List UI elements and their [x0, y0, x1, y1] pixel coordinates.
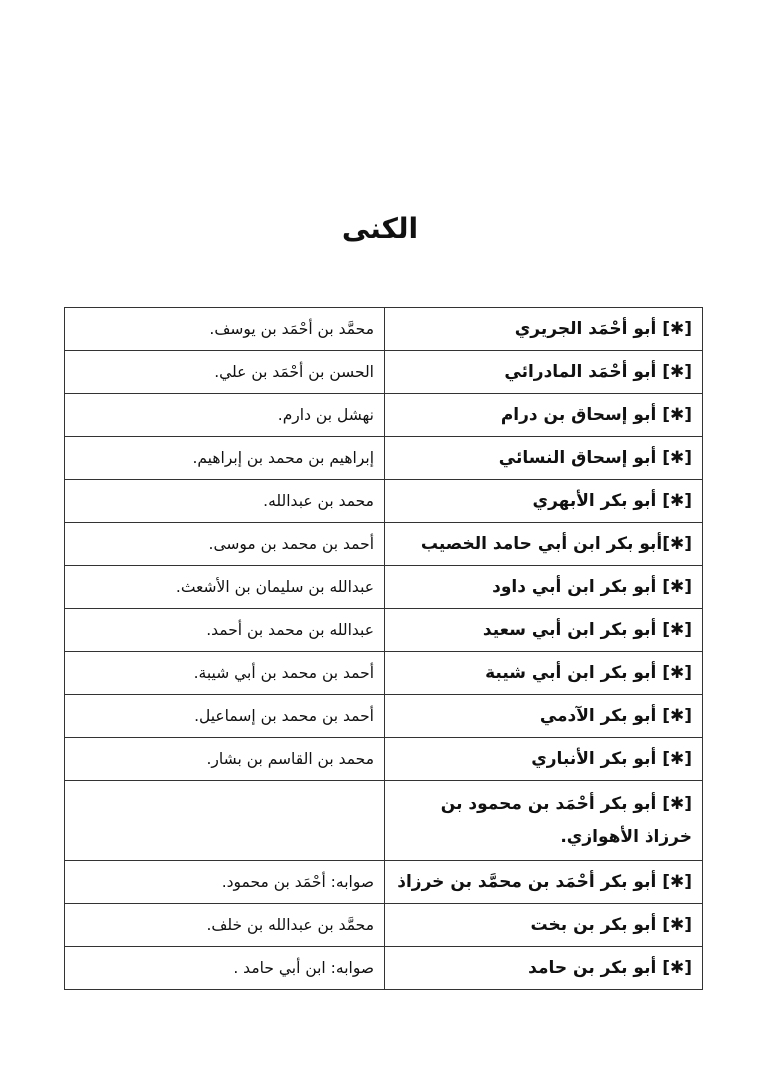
name-cell: [65, 781, 385, 861]
table-row: [65, 437, 703, 480]
table-row: [65, 904, 703, 947]
name-cell: نهشل بن دارم.: [65, 394, 385, 437]
table-row: [65, 566, 703, 609]
kunya-cell: [✱] أبو بكر أحْمَد بن محمود بن خرزاذ الأهوازي.: [385, 781, 703, 861]
name-cell: صوابه: ابن أبي حامد .: [65, 947, 385, 990]
kunya-cell: [✱] أبو بكر ابن أبي داود: [385, 566, 703, 609]
name-cell: محمَّد بن أحْمَد بن يوسف.: [65, 308, 385, 351]
kunya-cell: [✱] أبو بكر الأبهري: [385, 480, 703, 523]
table-row: [65, 609, 703, 652]
kunya-cell: [✱]أبو بكر ابن أبي حامد الخصيب: [385, 523, 703, 566]
name-cell: محمد بن القاسم بن بشار.: [65, 738, 385, 781]
table-row: [65, 394, 703, 437]
name-cell: عبدالله بن محمد بن أحمد.: [65, 609, 385, 652]
table-row: [65, 351, 703, 394]
table-row: [65, 947, 703, 990]
kunya-cell: [✱] أبو أحْمَد المادرائي: [385, 351, 703, 394]
kunya-cell: [✱] أبو بكر ابن أبي شيبة: [385, 652, 703, 695]
table-row: [65, 781, 703, 861]
table-row: [65, 523, 703, 566]
name-cell: صوابه: أحْمَد بن محمود.: [65, 861, 385, 904]
kunya-cell: [✱] أبو بكر بن حامد: [385, 947, 703, 990]
kunya-cell: [✱] أبو بكر الأنباري: [385, 738, 703, 781]
name-cell: أحمد بن محمد بن موسى.: [65, 523, 385, 566]
name-cell: محمد بن عبدالله.: [65, 480, 385, 523]
table-row: [65, 861, 703, 904]
kunya-cell: [✱] أبو إسحاق النسائي: [385, 437, 703, 480]
name-cell: إبراهيم بن محمد بن إبراهيم.: [65, 437, 385, 480]
name-cell: أحمد بن محمد بن إسماعيل.: [65, 695, 385, 738]
name-cell: محمَّد بن عبدالله بن خلف.: [65, 904, 385, 947]
table-row: [65, 695, 703, 738]
kunya-cell: [✱] أبو أحْمَد الجريري: [385, 308, 703, 351]
name-cell: عبدالله بن سليمان بن الأشعث.: [65, 566, 385, 609]
kunya-cell: [✱] أبو إسحاق بن درام: [385, 394, 703, 437]
table-row: [65, 480, 703, 523]
kunya-cell: [✱] أبو بكر بن بخت: [385, 904, 703, 947]
kunya-cell: [✱] أبو بكر ابن أبي سعيد: [385, 609, 703, 652]
name-cell: الحسن بن أحْمَد بن علي.: [65, 351, 385, 394]
table-row: [65, 308, 703, 351]
kunya-cell: [✱] أبو بكر أحْمَد بن محمَّد بن خرزاذ: [385, 861, 703, 904]
name-cell: أحمد بن محمد بن أبي شيبة.: [65, 652, 385, 695]
kuna-table: [64, 307, 703, 990]
table-row: [65, 652, 703, 695]
table-row: [65, 738, 703, 781]
page-title: الكنى: [341, 212, 419, 245]
kunya-cell: [✱] أبو بكر الآدمي: [385, 695, 703, 738]
